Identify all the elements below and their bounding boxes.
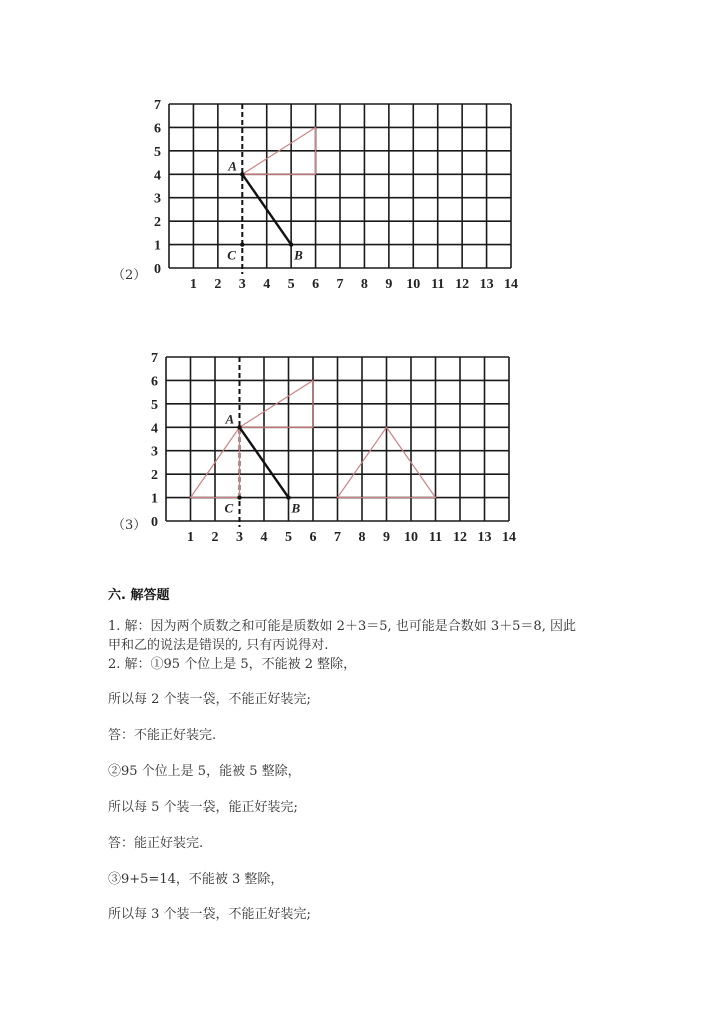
- y-tick-label: 6: [151, 374, 158, 390]
- y-tick-label: 7: [151, 351, 158, 366]
- x-tick-label: 4: [263, 277, 271, 292]
- x-tick-label: 11: [428, 530, 443, 545]
- figure-2-label: （2）: [112, 268, 147, 283]
- x-tick-label: 8: [360, 277, 368, 292]
- answer-line: 答：不能正好装完.: [108, 728, 217, 743]
- x-tick-label: 1: [189, 277, 197, 292]
- x-tick-label: 13: [477, 530, 492, 545]
- answer-line: 甲和乙的说法是错误的, 只有丙说得对.: [108, 638, 329, 653]
- x-tick-label: 14: [504, 277, 518, 292]
- x-tick-label: 3: [238, 277, 246, 292]
- x-tick-label: 13: [479, 277, 494, 292]
- y-tick-label: 0: [151, 515, 158, 530]
- x-tick-label: 10: [404, 530, 418, 545]
- y-tick-label: 5: [154, 144, 161, 160]
- x-tick-label: 9: [383, 530, 390, 545]
- y-tick-label: 3: [154, 191, 161, 207]
- x-tick-label: 1: [187, 530, 194, 545]
- point-label: A: [228, 158, 237, 174]
- y-tick-label: 1: [151, 491, 158, 507]
- x-tick-label: 5: [287, 277, 295, 292]
- y-tick-label: 2: [154, 215, 161, 231]
- y-tick-label: 5: [151, 397, 158, 413]
- point-label: C: [224, 500, 234, 516]
- y-tick-label: 4: [151, 421, 158, 437]
- x-tick-label: 7: [334, 530, 341, 545]
- x-tick-label: 6: [312, 277, 320, 292]
- x-tick-label: 12: [455, 277, 470, 292]
- y-tick-label: 3: [151, 444, 158, 460]
- y-tick-label: 1: [154, 238, 161, 254]
- answer-line: ③9+5=14，不能被 3 整除，: [108, 872, 284, 887]
- answer-line: 答：能正好装完.: [108, 836, 204, 851]
- y-tick-label: 4: [154, 168, 161, 184]
- x-tick-label: 14: [502, 530, 516, 545]
- x-tick-label: 10: [406, 277, 421, 292]
- answer-line: 1. 解：因为两个质数之和可能是质数如 2＋3＝5, 也可能是合数如 3＋5＝8, 因此: [108, 619, 576, 634]
- point-label: B: [294, 247, 303, 263]
- x-tick-label: 2: [214, 277, 222, 292]
- x-tick-label: 7: [336, 277, 344, 292]
- x-tick-label: 11: [431, 277, 445, 292]
- x-tick-label: 2: [211, 530, 219, 545]
- y-tick-label: 7: [154, 98, 161, 113]
- x-tick-label: 9: [385, 277, 393, 292]
- x-tick-label: 5: [285, 530, 292, 545]
- point-c: [237, 495, 241, 499]
- x-tick-label: 8: [358, 530, 366, 545]
- grid-lines: [166, 357, 509, 521]
- x-tick-label: 12: [453, 530, 467, 545]
- y-tick-label: 6: [154, 121, 161, 137]
- y-tick-label: 0: [154, 262, 161, 277]
- answer-line: 所以每 2 个装一袋，不能正好装完;: [108, 692, 311, 707]
- x-tick-label: 3: [236, 530, 243, 545]
- answer-line: 2. 解：①95 个位上是 5，不能被 2 整除，: [108, 657, 357, 672]
- point-b: [286, 495, 290, 499]
- section-title: 六. 解答题: [108, 588, 170, 603]
- answer-line: 所以每 5 个装一袋，能正好装完;: [108, 800, 298, 815]
- point-label: C: [227, 247, 236, 263]
- point-a: [237, 425, 241, 429]
- point-label: B: [291, 500, 301, 516]
- answer-line: ②95 个位上是 5，能被 5 整除，: [108, 764, 301, 779]
- x-tick-label: 6: [309, 530, 317, 545]
- y-tick-label: 2: [151, 468, 158, 484]
- answer-line: 所以每 3 个装一袋，不能正好装完;: [108, 907, 311, 922]
- figure-3-label: （3）: [112, 518, 147, 533]
- point-label: A: [225, 411, 235, 427]
- x-tick-label: 4: [260, 530, 268, 545]
